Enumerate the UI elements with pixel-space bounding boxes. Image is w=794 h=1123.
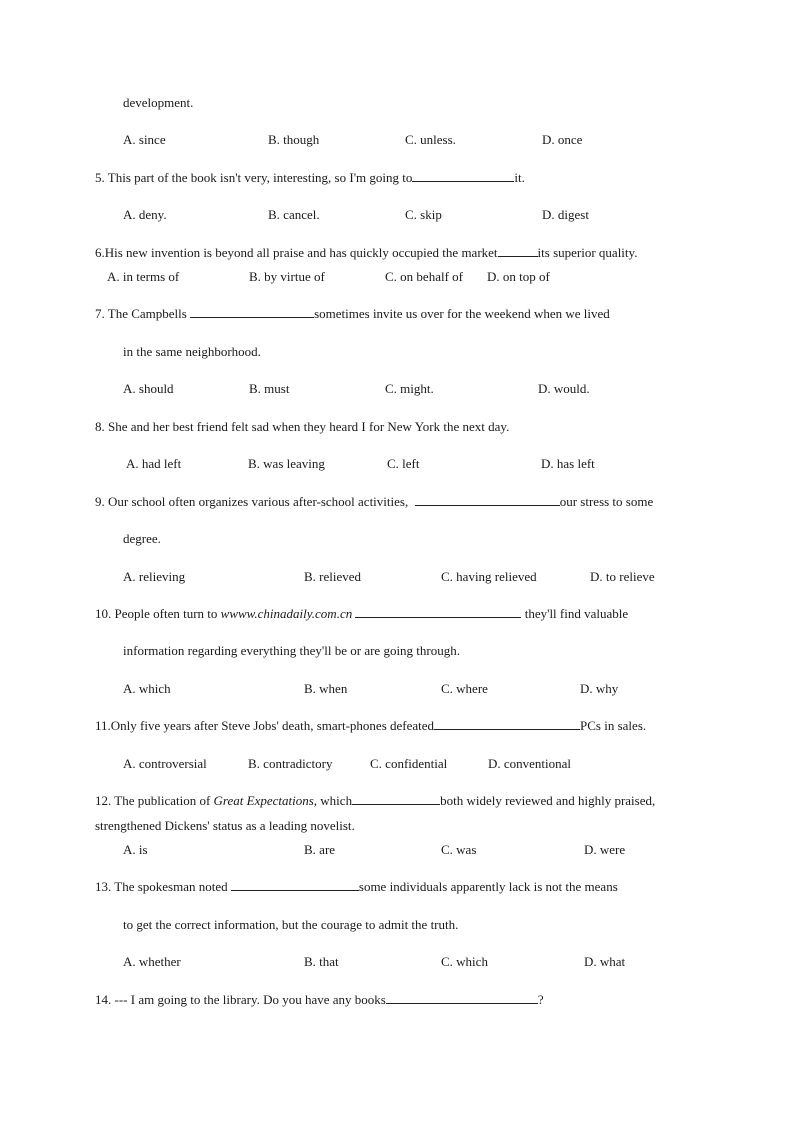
q11-stem-post: PCs in sales. xyxy=(580,718,647,733)
q11-stem-pre: 11.Only five years after Steve Jobs' death, smart-phones defeated xyxy=(95,718,435,733)
q13-option-b: B. that xyxy=(304,954,339,969)
q12-option-b: B. are xyxy=(304,842,336,857)
q11-option-b: B. contradictory xyxy=(248,756,333,771)
q6-option-b: B. by virtue of xyxy=(249,269,325,284)
q10-continuation: information regarding everything they'll be or are going through. xyxy=(123,643,460,658)
q12-continuation: strengthened Dickens' status as a leading novelist. xyxy=(95,818,355,833)
q13-option-c: C. which xyxy=(441,954,488,969)
q6-option-c: C. on behalf of xyxy=(385,269,463,284)
q4-option-d: D. once xyxy=(542,132,583,147)
q12-stem xyxy=(95,793,655,809)
q7-stem-post: sometimes invite us over for the weekend when we lived xyxy=(314,306,610,321)
q10-option-d: D. why xyxy=(580,681,619,696)
q10-stem-post: they'll find valuable xyxy=(524,606,629,621)
q9-option-b: B. relieved xyxy=(304,569,362,584)
q14-stem xyxy=(95,992,544,1008)
q10-url: wwww.chinadaily.com.cn xyxy=(220,606,353,621)
q9-stem-post: our stress to some xyxy=(559,494,654,509)
q6-option-d: D. on top of xyxy=(487,269,550,284)
q10-stem-pre: 10. People often turn to xyxy=(95,606,218,621)
q13-continuation: to get the correct information, but the courage to admit the truth. xyxy=(123,917,459,932)
q5-option-b: B. cancel. xyxy=(268,207,320,222)
q8-option-b: B. was leaving xyxy=(248,456,325,471)
q7-blank xyxy=(190,306,314,318)
q8-stem: 8. She and her best friend felt sad when they heard I for New York the next day. xyxy=(95,419,510,434)
q7-option-d: D. would. xyxy=(538,381,590,396)
q6-stem xyxy=(95,245,637,261)
q13-blank xyxy=(231,879,359,891)
q13-stem-pre: 13. The spokesman noted xyxy=(95,879,228,894)
q10-option-c: C. where xyxy=(441,681,488,696)
q11-option-a: A. controversial xyxy=(123,756,207,771)
q9-option-a: A. relieving xyxy=(123,569,186,584)
q10-blank xyxy=(355,606,521,618)
q6-blank xyxy=(498,245,538,257)
q7-stem-pre: 7. The Campbells xyxy=(95,306,187,321)
q5-stem-post: it. xyxy=(514,170,525,185)
q5-option-c: C. skip xyxy=(405,207,442,222)
q10-option-a: A. which xyxy=(123,681,171,696)
q12-book-title: Great Expectations, xyxy=(213,793,318,808)
q12-option-c: C. was xyxy=(441,842,477,857)
q5-option-a: A. deny. xyxy=(123,207,167,222)
q14-stem-post: ? xyxy=(537,992,544,1007)
q12-stem-pre: 12. The publication of xyxy=(95,793,211,808)
q6-stem-pre: 6.His new invention is beyond all praise and has quickly occupied the market xyxy=(95,245,498,260)
q5-stem xyxy=(95,170,525,186)
q7-continuation: in the same neighborhood. xyxy=(123,344,261,359)
q9-stem-pre: 9. Our school often organizes various after-school activities, xyxy=(95,494,409,509)
q8-option-d: D. has left xyxy=(541,456,595,471)
q7-stem xyxy=(95,306,610,322)
q6-stem-post: its superior quality. xyxy=(537,245,638,260)
q5-blank xyxy=(412,170,514,182)
q9-continuation: degree. xyxy=(123,531,161,546)
q4-option-c: C. unless. xyxy=(405,132,456,147)
q4-continuation: development. xyxy=(123,95,194,110)
q5-option-d: D. digest xyxy=(542,207,589,222)
q13-stem xyxy=(95,879,618,895)
q7-option-a: A. should xyxy=(123,381,174,396)
q9-blank xyxy=(415,494,560,506)
q9-stem xyxy=(95,494,653,510)
q12-stem-mid: which xyxy=(320,793,353,808)
q14-stem-pre: 14. --- I am going to the library. Do you have any books xyxy=(95,992,386,1007)
q11-blank xyxy=(434,718,580,730)
q12-option-d: D. were xyxy=(584,842,626,857)
q13-option-a: A. whether xyxy=(123,954,181,969)
q13-stem-post: some individuals apparently lack is not the means xyxy=(358,879,618,894)
q10-option-b: B. when xyxy=(304,681,348,696)
q8-option-a: A. had left xyxy=(126,456,182,471)
q7-option-b: B. must xyxy=(249,381,290,396)
q14-blank xyxy=(386,992,538,1004)
q6-option-a: A. in terms of xyxy=(107,269,180,284)
q4-option-b: B. though xyxy=(268,132,320,147)
q11-option-d: D. conventional xyxy=(488,756,572,771)
q11-option-c: C. confidential xyxy=(370,756,448,771)
q13-option-d: D. what xyxy=(584,954,626,969)
q12-stem-post: both widely reviewed and highly praised, xyxy=(440,793,656,808)
q12-blank xyxy=(352,793,440,805)
q9-option-c: C. having relieved xyxy=(441,569,537,584)
q4-option-a: A. since xyxy=(123,132,166,147)
q5-stem-pre: 5. This part of the book isn't very, interesting, so I'm going to xyxy=(95,170,413,185)
q11-stem xyxy=(95,718,646,734)
q8-option-c: C. left xyxy=(387,456,420,471)
q12-option-a: A. is xyxy=(123,842,148,857)
q7-option-c: C. might. xyxy=(385,381,434,396)
q10-stem xyxy=(95,606,628,622)
q9-option-d: D. to relieve xyxy=(590,569,655,584)
